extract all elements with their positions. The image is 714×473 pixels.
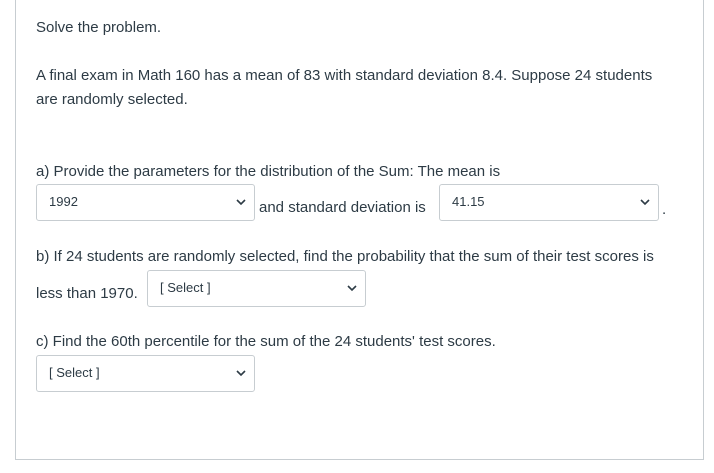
chevron-down-icon [640,198,650,206]
question-stem-line1: A final exam in Math 160 has a mean of 83 with standard deviation 8.4. Suppose 24 students [36,67,653,84]
sd-select[interactable] [439,184,659,221]
part-a-prompt: a) Provide the parameters for the distribution of the Sum: The mean is [36,163,501,180]
question-stem-line2: are randomly selected. [36,91,188,108]
chevron-down-icon [236,369,246,377]
percentile-select-value: [ Select ] [49,365,100,380]
probability-select-value: [ Select ] [160,280,211,295]
part-c-prompt: c) Find the 60th percentile for the sum of the 24 students' test scores. [36,333,496,350]
mean-select-value: 1992 [49,194,78,209]
sd-select-value: 41.15 [452,194,485,209]
part-a-period: . [662,201,667,218]
part-a-sd-label: and standard deviation is [259,199,426,216]
instruction-text: Solve the problem. [36,19,162,36]
percentile-select[interactable] [36,355,255,392]
chevron-down-icon [347,284,357,292]
part-b-prompt-line2: less than 1970. [36,285,138,302]
probability-select[interactable] [147,270,366,307]
mean-select[interactable] [36,184,255,221]
part-b-prompt-line1: b) If 24 students are randomly selected, find the probability that the sum of their test scores is [36,248,654,265]
chevron-down-icon [236,198,246,206]
